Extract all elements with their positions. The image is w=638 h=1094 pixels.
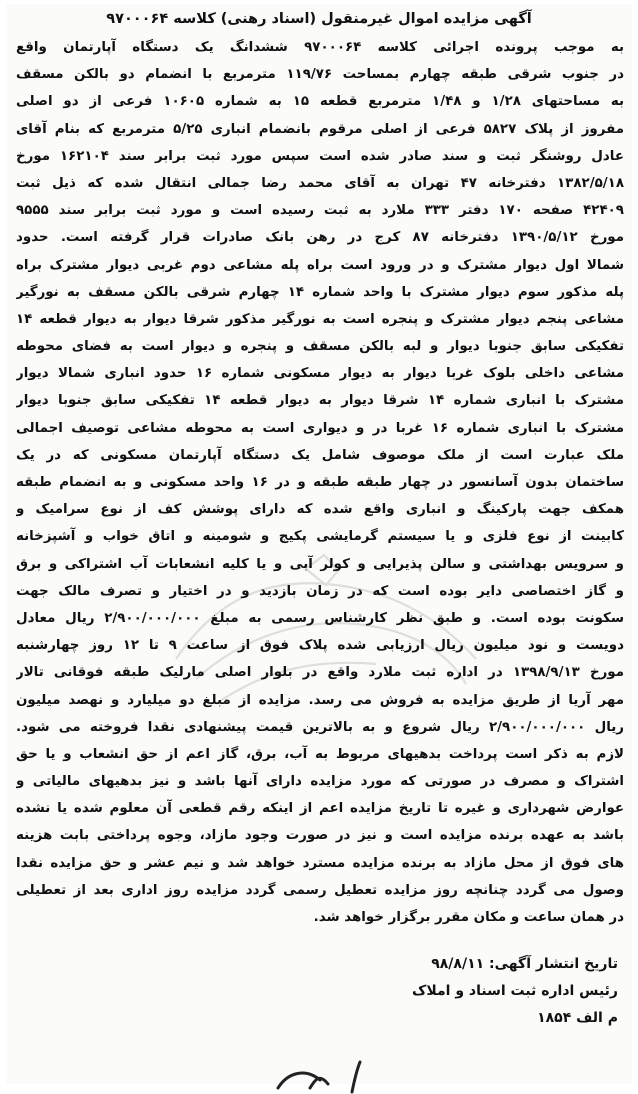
signature-scribble bbox=[270, 1058, 380, 1094]
notice-line: به موجب پرونده اجرائی کلاسه ۹۷۰۰۰۶۴ ششدانگ یک دستگاه آپارتمان واقع bbox=[16, 40, 624, 55]
auction-notice bbox=[6, 4, 632, 1084]
notice-line: مورخ ۱۳۹۸/۹/۱۳ در اداره ثبت ملارد واقع در بلوار اصلی مارلیک طبقه فوقانی تالار bbox=[16, 665, 624, 681]
notice-line: کابینت از نوع فلزی و یا سیستم گرمایشی پکیج و شومینه و اتاق خواب و آشپزخانه bbox=[16, 529, 624, 545]
notice-line: در جنوب شرقی طبقه چهارم بمساحت ۱۱۹/۷۶ مترمربع با انضمام دو بالکن مسقف bbox=[16, 67, 624, 83]
notice-line: پله مذکور سوم دیوار مشترک با واحد شماره ۱۴ چهارم شرقی بالکن مسقف به نورگیر bbox=[16, 284, 624, 300]
notice-line: مشاعی داخلی بلوک غربا دیوار به دیوار مسکونی شماره ۱۶ حدود انباری شمالا دیوار bbox=[16, 366, 624, 382]
signatory-title: رئیس اداره ثبت اسناد و املاک bbox=[412, 983, 618, 999]
notice-line: و سرویس بهداشتی و سالن پذیرایی و کولر آبی و یا کلیه انشعابات آب اشتراکی و برق bbox=[16, 556, 624, 572]
notice-line: لازم به ذکر است پرداخت بدهیهای مربوط به آب، برق، گاز اعم از حق انشعاب و یا حق bbox=[16, 746, 624, 762]
notice-line: مهر آریا از طریق مزایده به فروش می رسد. مزایده از مبلغ دو میلیارد و نهصد میلیون bbox=[16, 692, 624, 708]
notice-line: مشاعی پنجم دیوار مشترک و پنجره است به نورگیر مذکور شرقا دیوار به دیوار قطعه ۱۴ bbox=[16, 311, 624, 327]
notice-line: به مساحتهای ۱/۲۸ و ۱/۴۸ مترمربع قطعه ۱۵ به شماره ۱۰۶۰۵ فرعی از دو اصلی bbox=[16, 94, 624, 110]
notice-footer bbox=[306, 951, 618, 1032]
notice-line: مورخ ۱۳۹۰/۵/۱۲ دفترخانه ۸۷ کرج در رهن بانک صادرات قرار گرفته است. حدود bbox=[16, 230, 624, 246]
notice-line: همکف جهت پارکینگ و انباری واقع شده که دارای پوشش کف از نوع سرامیک و bbox=[16, 502, 624, 518]
notice-line: تفکیکی سابق جنوبا دیوار و لبه بالکن مسقف و پنجره و دیوار است به فضای محوطه bbox=[16, 339, 624, 355]
notice-line: اشتراک و مصرف در صورتی که مورد مزایده دارای آنها باشد و نیز بدهیهای مالیاتی و bbox=[16, 774, 624, 790]
notice-line: مفروز از پلاک ۵۸۲۷ فرعی از اصلی مرقوم بانضمام انباری ۵/۲۵ مترمربع که بنام آقای bbox=[16, 121, 624, 137]
notice-line: دویست و نود میلیون ریال ارزیابی شده پلاک فوق از ساعت ۹ تا ۱۲ روز چهارشنبه bbox=[16, 638, 624, 654]
notice-line: عادل روشنگر ثبت و سند صادر شده است سپس مورد ثبت برابر سند ۱۶۲۱۰۴ مورخ bbox=[16, 148, 624, 164]
notice-line: عوارض شهرداری و غیره تا تاریخ مزایده اعم از اینکه رقم قطعی آن معلوم شده یا نشده bbox=[16, 801, 624, 817]
notice-line: سکونت بوده است. و طبق نظر کارشناس رسمی به مبلغ ۲/۹۰۰/۰۰۰/۰۰۰ ریال معادل bbox=[16, 610, 624, 626]
notice-line: های فوق از محل مازاد به برنده مزایده مسترد خواهد شد و نیم عشر و حق مزایده نقدا bbox=[16, 855, 624, 871]
notice-body bbox=[16, 34, 624, 931]
notice-line: ریال ۲/۹۰۰/۰۰۰/۰۰۰ ریال شروع و به بالاترین قیمت پیشنهادی نقدا فروخته می شود. bbox=[16, 719, 624, 735]
notice-line: و گاز اختصاصی دایر بوده است که در زمان بازدید و در اختیار و تصرف مالک جهت bbox=[16, 583, 624, 599]
notice-line-last: در همان ساعت و مکان مقرر برگزار خواهد شد. bbox=[313, 910, 624, 925]
notice-line: ملک عبارت است از ملک موصوف شامل یک دستگاه آپارتمان مسکونی که در یک bbox=[16, 447, 624, 463]
notice-line: مشترک با انباری شماره ۱۶ غربا در و دیواری است به محوطه مشاعی توصیف اجمالی bbox=[16, 420, 624, 436]
notice-line: ساختمان بدون آسانسور در چهار طبقه طبقه و در ۱۶ واحد مسکونی و به انضمام طبقه bbox=[16, 475, 624, 490]
notice-line: ۴۲۴۰۹ صفحه ۱۷۰ دفتر ۳۳۳ ملارد به ثبت رسیده است و مورد ثبت برابر سند ۹۵۵۵ bbox=[16, 203, 624, 219]
notice-title: آگهی مزایده اموال غیرمنقول (اسناد رهنی) کلاسه ۹۷۰۰۰۶۴ bbox=[106, 11, 532, 27]
notice-line: ۱۳۸۲/۵/۱۸ دفترخانه ۴۷ تهران به آقای محمد رضا جمالی انتقال شده که ذیل ثبت bbox=[16, 175, 624, 191]
reference-code: م الف ۱۸۵۴ bbox=[537, 1010, 618, 1026]
notice-line: باشد به عهده برنده مزایده است و نیز در صورت وجود مازاد، وجوه پرداختی بابت هزینه bbox=[16, 828, 624, 844]
notice-line: مشترک با انباری شماره ۱۴ شرقا دیوار به دیوار قطعه ۱۴ تفکیکی سابق جنوبا دیوار bbox=[16, 393, 624, 409]
notice-line: شمالا اول دیوار مشترک و در ورود است براه پله مشاعی دوم غربی دیوار مشترک براه bbox=[16, 257, 624, 273]
notice-line: وصول می گردد چنانچه روز مزایده تعطیل رسمی گردد مزایده روز اداری بعد از تعطیلی bbox=[16, 882, 624, 898]
publish-date: تاریخ انتشار آگهی: ۹۸/۸/۱۱ bbox=[431, 956, 618, 972]
